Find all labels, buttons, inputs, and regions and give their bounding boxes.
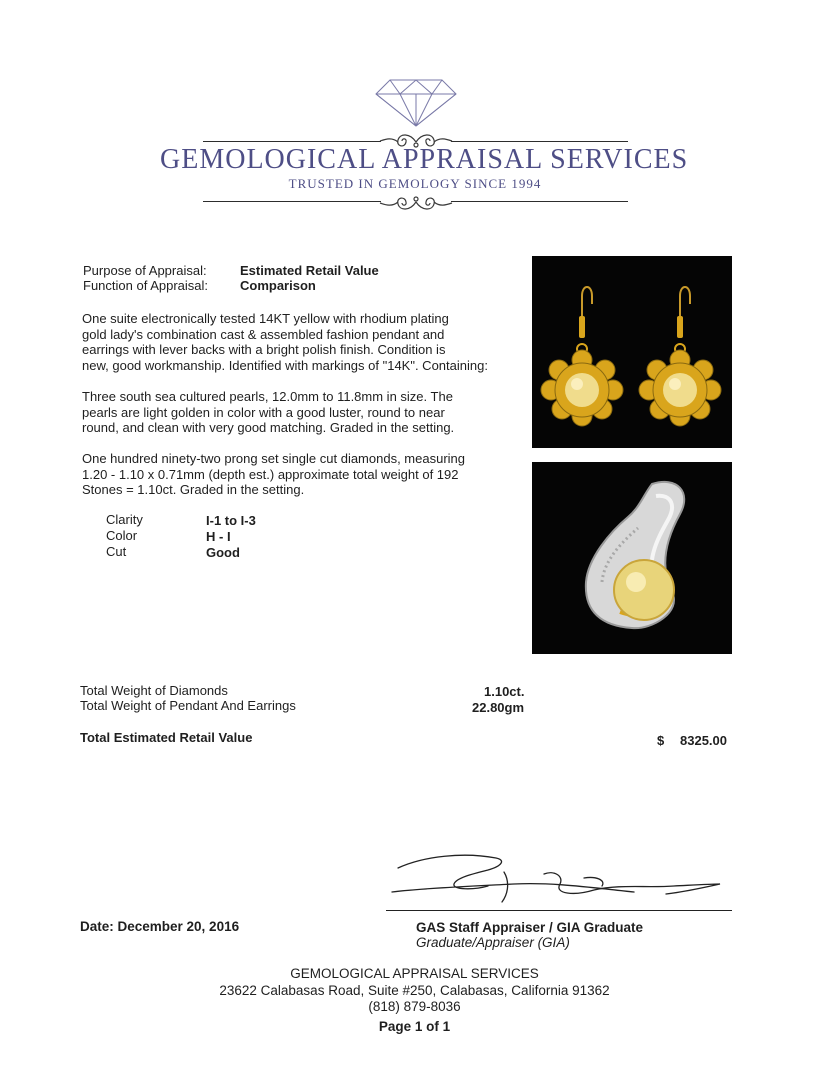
pearl-description-line: pearls are light golden in color with a good luster, round to near bbox=[82, 404, 445, 420]
item-weight-label: Total Weight of Pendant And Earrings bbox=[80, 698, 296, 713]
pendant-image-icon bbox=[532, 462, 732, 654]
color-label: Color bbox=[106, 528, 138, 543]
diamond-weight-value: 1.10ct. bbox=[484, 684, 525, 699]
clarity-value: I-1 to I-3 bbox=[206, 513, 256, 528]
diamond-description-line: 1.20 - 1.10 x 0.71mm (depth est.) approximate total weight of 192 bbox=[82, 466, 459, 482]
appraisal-date: Date: December 20, 2016 bbox=[80, 919, 240, 934]
diamond-description-line: Stones = 1.10ct. Graded in the setting. bbox=[82, 482, 305, 497]
item-weight-value: 22.80gm bbox=[472, 700, 525, 715]
item-description-line: earrings with lever backs with a bright polish finish. Condition is bbox=[82, 342, 446, 357]
footer-address: 23622 Calabasas Road, Suite #250, Calabasas, California 91362 bbox=[219, 983, 610, 998]
purpose-label: Purpose of Appraisal: bbox=[83, 263, 207, 278]
purpose-value: Estimated Retail Value bbox=[240, 263, 379, 278]
signature-line bbox=[386, 910, 732, 911]
diamond-description bbox=[82, 451, 522, 498]
header-rule-top-right bbox=[451, 141, 628, 142]
item-description-line: new, good workmanship. Identified with markings of "14K". Containing: bbox=[82, 357, 488, 373]
earrings-photo bbox=[532, 256, 732, 448]
function-value: Comparison bbox=[240, 278, 316, 293]
appraiser-signature bbox=[384, 848, 730, 910]
function-label: Function of Appraisal: bbox=[83, 278, 209, 293]
header-rule-bottom-right bbox=[451, 201, 628, 202]
item-description-line: gold lady's combination cast & assembled fashion pendant and bbox=[82, 326, 445, 342]
pearl-description-line: Three south sea cultured pearls, 12.0mm to 11.8mm in size. The bbox=[82, 389, 453, 404]
header-rule-top-left bbox=[203, 141, 381, 142]
item-description-line: One suite electronically tested 14KT yellow with rhodium plating bbox=[82, 311, 449, 326]
clarity-label: Clarity bbox=[106, 512, 143, 527]
appraiser-title: GAS Staff Appraiser / GIA Graduate bbox=[416, 920, 644, 935]
pearl-description bbox=[82, 389, 522, 436]
pearl-description-line: round, and clean with very good matching. Graded in the setting. bbox=[82, 420, 455, 435]
item-description bbox=[82, 311, 522, 373]
earrings-image-icon bbox=[532, 256, 732, 448]
appraiser-credentials: Graduate/Appraiser (GIA) bbox=[416, 935, 570, 950]
header-rule-bottom-left bbox=[203, 201, 381, 202]
retail-value-label: Total Estimated Retail Value bbox=[80, 730, 253, 745]
retail-value-amount: 8325.00 bbox=[680, 733, 727, 748]
diamond-logo-icon bbox=[374, 78, 458, 128]
color-value: H - I bbox=[206, 529, 231, 544]
cut-value: Good bbox=[206, 545, 240, 560]
currency-symbol: $ bbox=[657, 733, 665, 748]
diamond-description-line: One hundred ninety-two prong set single cut diamonds, measuring bbox=[82, 451, 465, 466]
company-name: GEMOLOGICAL APPRAISAL SERVICES bbox=[160, 144, 689, 175]
diamond-weight-label: Total Weight of Diamonds bbox=[80, 683, 228, 698]
footer-company: GEMOLOGICAL APPRAISAL SERVICES bbox=[290, 966, 539, 981]
scroll-ornament-bottom-icon bbox=[378, 191, 454, 213]
footer-phone: (818) 879-8036 bbox=[368, 999, 461, 1014]
page-number: Page 1 of 1 bbox=[378, 1019, 451, 1034]
pendant-photo bbox=[532, 462, 732, 654]
tagline: TRUSTED IN GEMOLOGY SINCE 1994 bbox=[288, 176, 542, 191]
cut-label: Cut bbox=[106, 544, 127, 559]
